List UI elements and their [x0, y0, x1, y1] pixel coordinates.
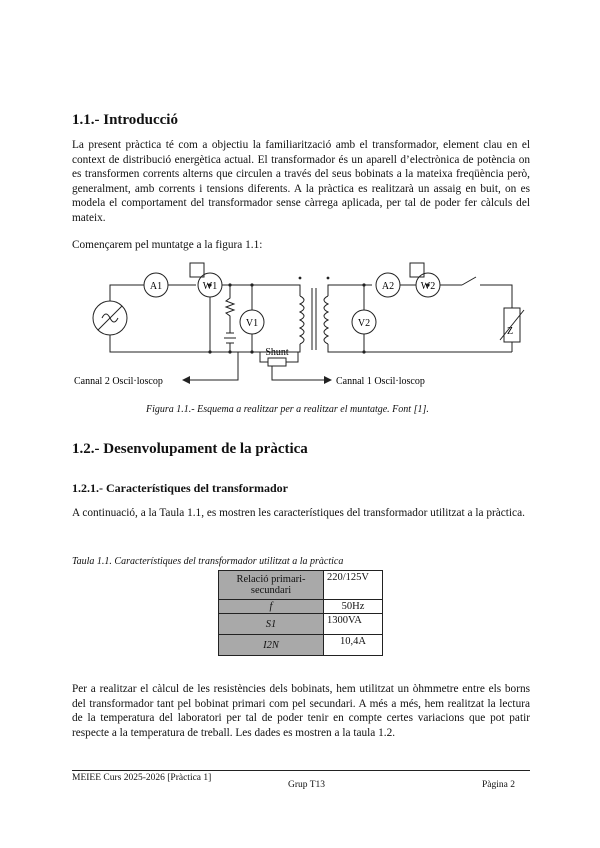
circuit-diagram	[72, 258, 530, 393]
table-intro-text: A continuació, a la Taula 1.1, es mostren les característiques del transformador utilitzat a la pràctica.	[72, 507, 525, 519]
table-value: 1300VA	[324, 614, 383, 635]
table-row	[219, 571, 383, 600]
table-value: 10,4A	[324, 635, 383, 656]
label-z: Z	[506, 326, 514, 337]
table-row	[219, 614, 383, 635]
footer-page-number: Pàgina 2	[482, 780, 515, 790]
footer-group: Grup T13	[288, 780, 326, 790]
section-title-introduccio: 1.1.- Introducció	[72, 112, 178, 128]
footer-divider	[72, 770, 530, 771]
table-row	[219, 635, 383, 656]
table-value: 220/125V	[324, 571, 383, 600]
table-key: Relació primari-secundari	[219, 571, 324, 600]
table-caption: Taula 1.1. Característiques del transformador utilitzat a la pràctica	[72, 556, 344, 567]
shunt-icon	[268, 358, 286, 366]
intro-paragraph: La present pràctica té com a objectiu la familiarització amb el transformador, element clau en el context de distribució energètica actual. El transformador és un aparell d’electrònica de potència on es transformen corrents alterns que circulen a través del seus bobinats a la mateixa freqüència però, generalment, amb corrents i tensions diferents. A la pràctica es realitzarà un assaig en buit, on es modela el comportament del transformador sense càrrega aplicada, per tal de poder fer càlculs del mateix.	[72, 139, 530, 224]
label-v1: V1	[245, 318, 259, 329]
label-a2: A2	[381, 281, 395, 292]
closing-paragraph: Per a realitzar el càlcul de les resistències dels bobinats, hem utilitzat un òhmmetre entre els borns del transformador tant pel bobinat primari com pel secundari. A més a més, hem realitzat la lectura de la temperatura del laboratori per tal de poder tenir en compte certes variacions que pot patir respecte a la temperatura de treball. Les dades es mostren a la taula 1.2.	[72, 683, 530, 739]
figure-intro-text: Començarem pel muntatge a la figura 1.1:	[72, 239, 263, 251]
label-w2: W2	[420, 281, 436, 292]
table-key: S1	[219, 614, 324, 635]
table-row	[219, 600, 383, 614]
label-w1: W1	[202, 281, 218, 292]
table-key: I2N	[219, 635, 324, 656]
label-canal2: Cannal 2 Oscil·loscop	[74, 376, 163, 387]
footer-course: MEIEE Curs 2025-2026 [Pràctica 1]	[72, 773, 212, 783]
table-value: 50Hz	[324, 600, 383, 614]
subsection-title: 1.2.1.- Característiques del transformador	[72, 481, 288, 495]
specs-table	[218, 570, 383, 656]
label-shunt: Shunt	[265, 347, 289, 358]
figure-caption: Figura 1.1.- Esquema a realitzar per a realitzar el muntatge. Font [1].	[146, 404, 429, 415]
section-title-desenvolupament: 1.2.- Desenvolupament de la pràctica	[72, 441, 308, 457]
label-canal1: Cannal 1 Oscil·loscop	[336, 376, 425, 387]
label-v2: V2	[357, 318, 371, 329]
table-key: f	[219, 600, 324, 614]
label-a1: A1	[149, 281, 163, 292]
